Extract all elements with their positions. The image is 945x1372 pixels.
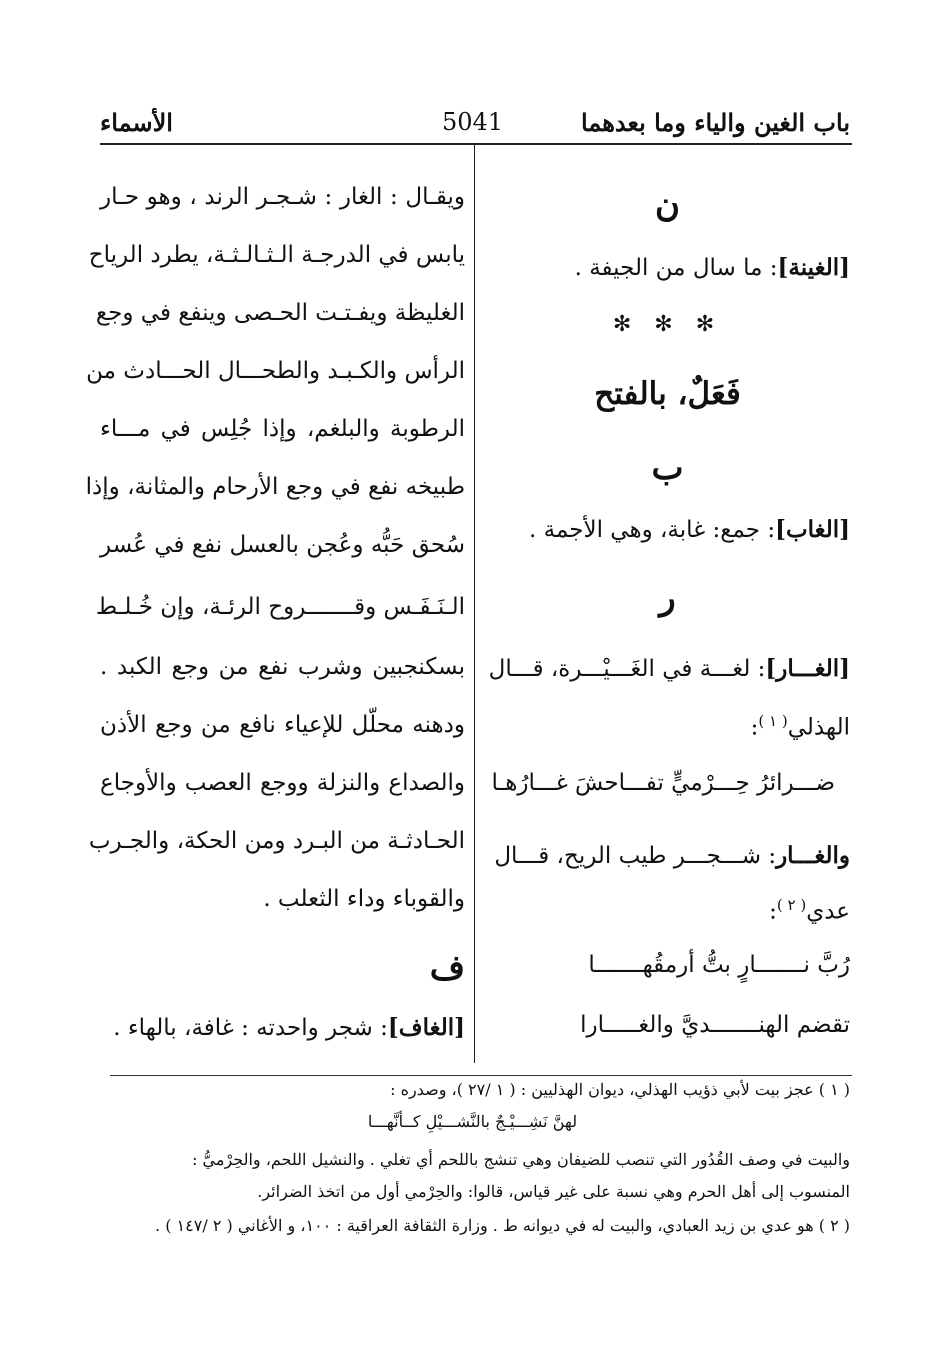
page-number: 5041 (441, 108, 504, 136)
attribution-adi (485, 896, 850, 925)
entry-ghar-1-headword: [الغـــار] (765, 655, 850, 682)
left-text-line: ويقـال : الغار : شـجـر الرند ، وهو حـار (100, 184, 465, 210)
footnote-1-line-2: والبيت في وصف القُدُور التي تنصب للضيفان وهي تنشج باللحم أي تغلي . والنشيل اللحم، والحِرْميُّ : (192, 1150, 850, 1169)
verse-adi-second: تقضم الهنـــــــديَّ والغـــــارا (580, 1012, 850, 1038)
attribution-adi-colon: : (769, 898, 777, 925)
left-text-line: الرطوبة والبلغم، وإذا جُلِس في مـــاء (100, 416, 465, 442)
pattern-heading: فَعَلٌ، بالفتح (594, 376, 741, 412)
left-text-line: الرأس والكـبـد والطحـــال الحـــادث من (86, 358, 465, 384)
entry-ghar-2-text: : شـــجـــر طيب الريح، قـــال (494, 843, 777, 869)
letter-fa: ف (429, 948, 465, 988)
left-text-line: بسكنجبين وشرب نفع من وجع الكبد . (100, 654, 465, 680)
left-text-line: الحـادثـة من البـرد ومن الحكة، والجـرب (88, 828, 465, 854)
footnote-1-line-1: ( ١ ) عجز بيت لأبي ذؤيب الهذلي، ديوان الهذليين : ( ١ /٢٧ )، وصدره : (390, 1080, 850, 1099)
entry-ghab (485, 516, 850, 543)
letter-nun: ن (655, 185, 680, 225)
chapter-title: باب الغين والياء وما بعدهما (581, 108, 850, 137)
entry-ghayna (485, 254, 850, 281)
entry-ghayna-text: : ما سال من الجيفة . (574, 255, 778, 281)
section-title: الأسماء (100, 108, 173, 137)
footnote-1-verse: لهنَّ نَشِـــيْـجٌ بالنَّشـــيْلِ كــأنَّهـــا (367, 1112, 578, 1131)
entry-ghayna-headword: [الغينة] (777, 254, 850, 281)
left-text-line: والصداع والنزلة ووجع العصب والأوجاع (100, 770, 465, 796)
entry-ghab-headword: [الغاب] (775, 516, 850, 543)
entry-ghar-1-text: : لغـــة في الغَـــيْـــرة، قـــال (488, 656, 766, 682)
left-text-line: سُحق حَبُّه وعُجن بالعسل نفع في عُسر (100, 532, 465, 558)
column-divider (474, 145, 475, 1063)
header-rule (100, 143, 852, 145)
entry-ghaf-text: : شجر واحدته : غافة، بالهاء . (113, 1015, 388, 1041)
letter-ra: ر (659, 578, 676, 618)
verse-hudhali: ضـــرائرُ حِـــرْميٍّ تفـــاحشَ غـــارُهـا (491, 770, 835, 796)
attribution-adi-name: عدي (806, 898, 850, 925)
entry-ghar-2 (485, 842, 850, 869)
entry-ghaf-headword: [الغاف] (387, 1014, 465, 1041)
footnote-1-line-3: المنسوب إلى أهل الحرم وهي نسبة على غير قياس، قالوا: والحِرْمي أول من اتخذ الضرائر. (257, 1182, 850, 1201)
entry-ghab-text: : جمع: غابة، وهي الأجمة . (529, 517, 776, 543)
left-text-line: طبيخه نفع في وجع الأرحام والمثانة، وإذا (85, 474, 465, 500)
left-text-line: ودهنه محلّل للإعياء نافع من وجع الأذن (100, 712, 465, 738)
attribution-hudhali (485, 712, 850, 741)
footnote-2-line-1: ( ٢ ) هو عدي بن زيد العبادي، والبيت له في ديوانه ط . وزارة الثقافة العراقية : ١٠٠، و الأغاني ( ٢ /١٤٧ ) . (155, 1216, 850, 1235)
left-text-line: الـنَـفَـس وقـــــــروح الرئـة، وإن خُـلـط (95, 594, 465, 620)
attribution-hudhali-colon: : (750, 714, 759, 741)
footnote-rule (110, 1075, 852, 1076)
verse-adi-first: رُبَّ نـــــــارٍ بتُّ أرمقُهـــــــا (588, 952, 850, 978)
entry-ghar-1 (485, 655, 850, 682)
letter-ba: ب (651, 448, 684, 488)
left-text-line: يابس في الدرجـة الـثـالـثـة، يطرد الرياح (88, 242, 465, 268)
entry-ghar-2-headword: والغـــار (776, 842, 850, 869)
section-stars: ✻ ✻ ✻ (612, 312, 723, 337)
left-text-line: والقوباء وداء الثعلب . (263, 886, 465, 912)
footnote-ref-2: ( ٢ ) (776, 896, 807, 914)
attribution-hudhali-name: الهذلي (787, 714, 850, 741)
entry-ghaf (100, 1014, 465, 1041)
left-text-line: الغليظة ويفـتـت الحـصى وينفع في وجع (95, 300, 465, 326)
footnote-ref-1: ( ١ ) (758, 712, 788, 730)
